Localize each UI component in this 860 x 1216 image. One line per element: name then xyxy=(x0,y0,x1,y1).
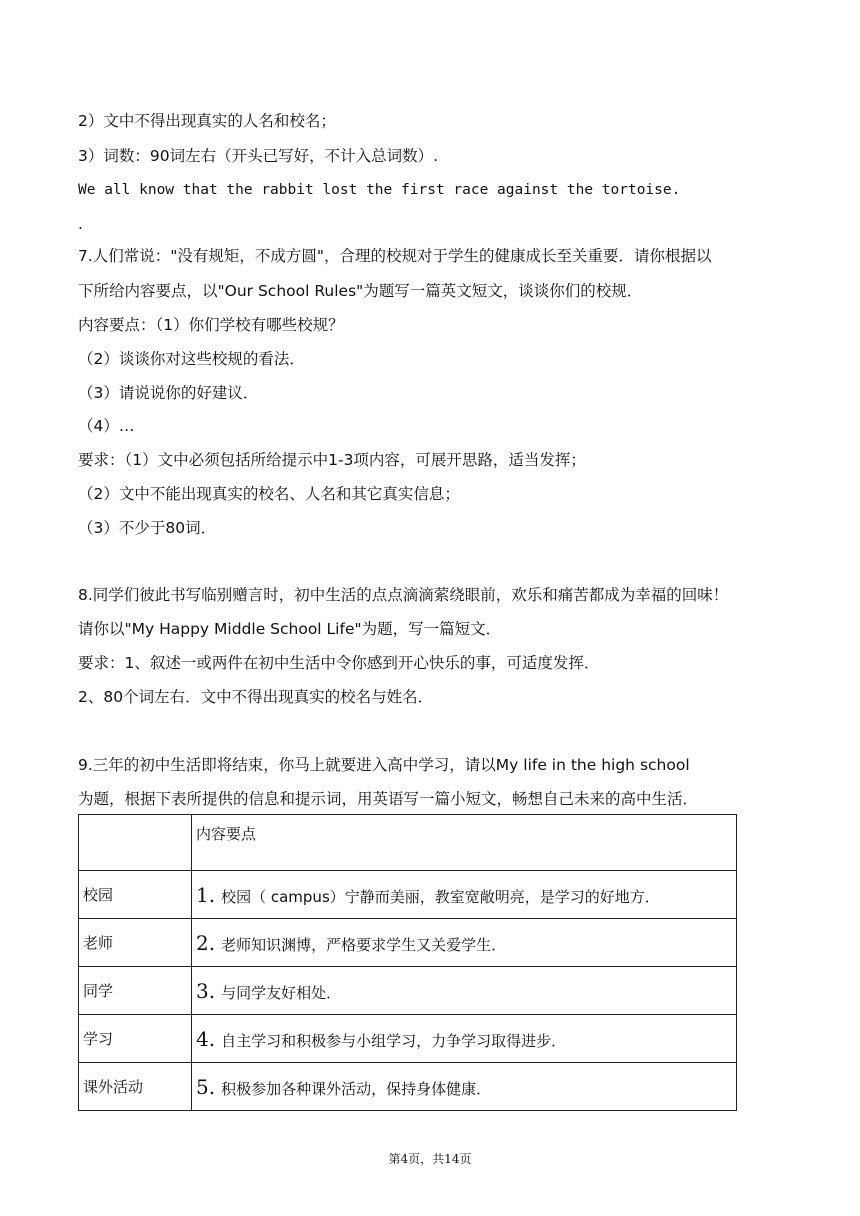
table-row xyxy=(79,1063,737,1111)
question-7-points: （3）请说说你的好建议． xyxy=(78,384,259,402)
question-8-requirements: 2、80个词左右．文中不得出现真实的校名与姓名． xyxy=(78,688,434,706)
row-content xyxy=(192,871,737,919)
question-9-prompt: 9.三年的初中生活即将结束，你马上就要进入高中学习，请以My life in the high school xyxy=(78,756,690,774)
row-content xyxy=(192,1063,737,1111)
table-row xyxy=(79,919,737,967)
question-7-prompt: 下所给内容要点，以"Our School Rules"为题写一篇英文短文，谈谈你们的校规． xyxy=(78,282,643,300)
row-text: 老师知识渊博，严格要求学生又关爱学生． xyxy=(221,935,507,954)
table-header-cell xyxy=(79,815,192,871)
question-8-prompt: 请你以"My Happy Middle School Life"为题，写一篇短文． xyxy=(78,620,502,638)
question-8-prompt: 8.同学们彼此书写临别赠言时，初中生活的点点滴滴萦绕眼前，欢乐和痛苦都成为幸福的回味！ xyxy=(78,586,729,604)
row-number: 5. xyxy=(196,1074,216,1099)
question-7-points: 内容要点：（1）你们学校有哪些校规？ xyxy=(78,316,344,334)
row-label: 学习 xyxy=(79,1015,192,1063)
question-7-points: （4）… xyxy=(78,417,135,435)
requirement-line: 3）词数：90词左右（开头已写好，不计入总词数）. xyxy=(78,147,439,165)
essay-opening: We all know that the rabbit lost the first race against the tortoise. xyxy=(78,182,681,198)
row-number: 1. xyxy=(196,882,216,907)
row-text: 与同学友好相处． xyxy=(221,983,342,1002)
row-content xyxy=(192,967,737,1015)
row-content xyxy=(192,919,737,967)
table-header-cell: 内容要点 xyxy=(192,815,737,871)
question-7-points: （2）谈谈你对这些校规的看法． xyxy=(78,350,305,368)
row-text: 自主学习和积极参与小组学习，力争学习取得进步． xyxy=(221,1031,567,1050)
question-7-requirements: 要求：（1）文中必须包括所给提示中1-3项内容，可展开思路，适当发挥； xyxy=(78,451,586,469)
row-number: 3. xyxy=(196,978,216,1003)
row-content xyxy=(192,1015,737,1063)
table-row xyxy=(79,871,737,919)
question-9-prompt: 为题，根据下表所提供的信息和提示词，用英语写一篇小短文，畅想自己未来的高中生活． xyxy=(78,790,699,808)
requirement-line: 2）文中不得出现真实的人名和校名； xyxy=(78,112,336,130)
table-header-row xyxy=(79,815,737,871)
table-row xyxy=(79,1015,737,1063)
row-number: 4. xyxy=(196,1026,216,1051)
row-text: 校园（ campus）宁静而美丽，教室宽敞明亮，是学习的好地方． xyxy=(221,887,660,906)
content-points-table xyxy=(78,814,737,1111)
table-row xyxy=(79,967,737,1015)
dot-line: . xyxy=(78,215,83,233)
row-label: 校园 xyxy=(79,871,192,919)
question-7-requirements: （2）文中不能出现真实的校名、人名和其它真实信息； xyxy=(78,485,460,503)
question-8-requirements: 要求：1、叙述一或两件在初中生活中令你感到开心快乐的事，可适度发挥． xyxy=(78,654,600,672)
row-number: 2. xyxy=(196,930,216,955)
row-label: 老师 xyxy=(79,919,192,967)
page-footer: 第4页，共14页 xyxy=(388,1152,472,1166)
row-text: 积极参加各种课外活动，保持身体健康． xyxy=(221,1079,492,1098)
row-label: 同学 xyxy=(79,967,192,1015)
row-label: 课外活动 xyxy=(79,1063,192,1111)
question-7-prompt: 7.人们常说："没有规矩，不成方圆"，合理的校规对于学生的健康成长至关重要．请你根据以 xyxy=(78,247,712,265)
question-7-requirements: （3）不少于80词． xyxy=(78,519,217,537)
